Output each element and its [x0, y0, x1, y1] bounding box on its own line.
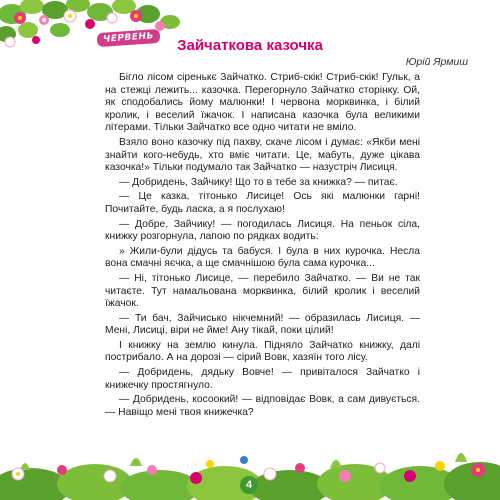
story-paragraph: — Добридень, косоокий! — відповідає Вовк, а сам дивується. — Навіщо мені твоя книжечка?	[105, 394, 420, 418]
story-paragraph: — Це казка, тітонько Лисице! Ось які малюнки гарні! Почитайте, будь ласка, а я послухаю!	[105, 191, 420, 215]
story-paragraph: » Жили-були дідусь та бабуся. І була в них курочка. Несла вона смачні яєчка, а ще смачнішою була сама курочка...	[105, 245, 420, 270]
story-paragraph: — Добре, Зайчику! — погодилась Лисиця. На пеньок сіла, книжку розгорнула, лапою по рядках водить:	[105, 218, 420, 243]
story-paragraph: Бігло лісом сіренькє Зайчатко. Стриб-скік! Стриб-скік! Гульк, а на стежці лежить... казочка. Перегорнуло Зайчатко сторінку. Ой, як сподобались йому малюнки! І червона морквинка, і білий кролик, і веселий їжачок. І написана казочка була великими літерами. Тільки Зайчатко все одно читати не вміло.	[105, 72, 420, 134]
story-paragraph: — Ти бач, Зайчисько нікчемний! — образилась Лисиця. — Мені, Лисиці, віри не йме! Ану тікай, поки цілий!	[105, 312, 420, 337]
story-title: Зайчаткова казочка	[177, 37, 323, 54]
story-text	[105, 72, 420, 421]
month-badge: ЧЕРВЕНЬ	[97, 29, 161, 47]
story-paragraph: — Добридень, Зайчику! Що то в тебе за книжка? — питає.	[119, 176, 398, 188]
page-number: 4	[240, 476, 258, 494]
story-paragraph: І книжку на землю кинула. Підняло Зайчатко книжку, далі пострибало. А на дорозі — сірий Вовк, хазяїн того лісу.	[105, 339, 420, 364]
story-author: Юрій Ярмиш	[405, 56, 468, 68]
story-paragraph: Взяло воно казочку під пахву, скаче лісом і думає: «Якби мені знайти кого-небудь, хто вміє читати. Це, мабуть, дуже цікава казочка!» Тільки подумало так Зайчатко — назустріч Лисиця.	[105, 136, 420, 174]
story-paragraph: — Ні, тітонько Лисице, — перебило Зайчатко. — Ви не так читаєте. Тут намальована морквинка, білий кролик і веселий їжачок.	[105, 272, 420, 310]
story-paragraph: — Добридень, дядьку Вовче! — привіталося Зайчатко і книжечку простягнуло.	[105, 367, 420, 391]
